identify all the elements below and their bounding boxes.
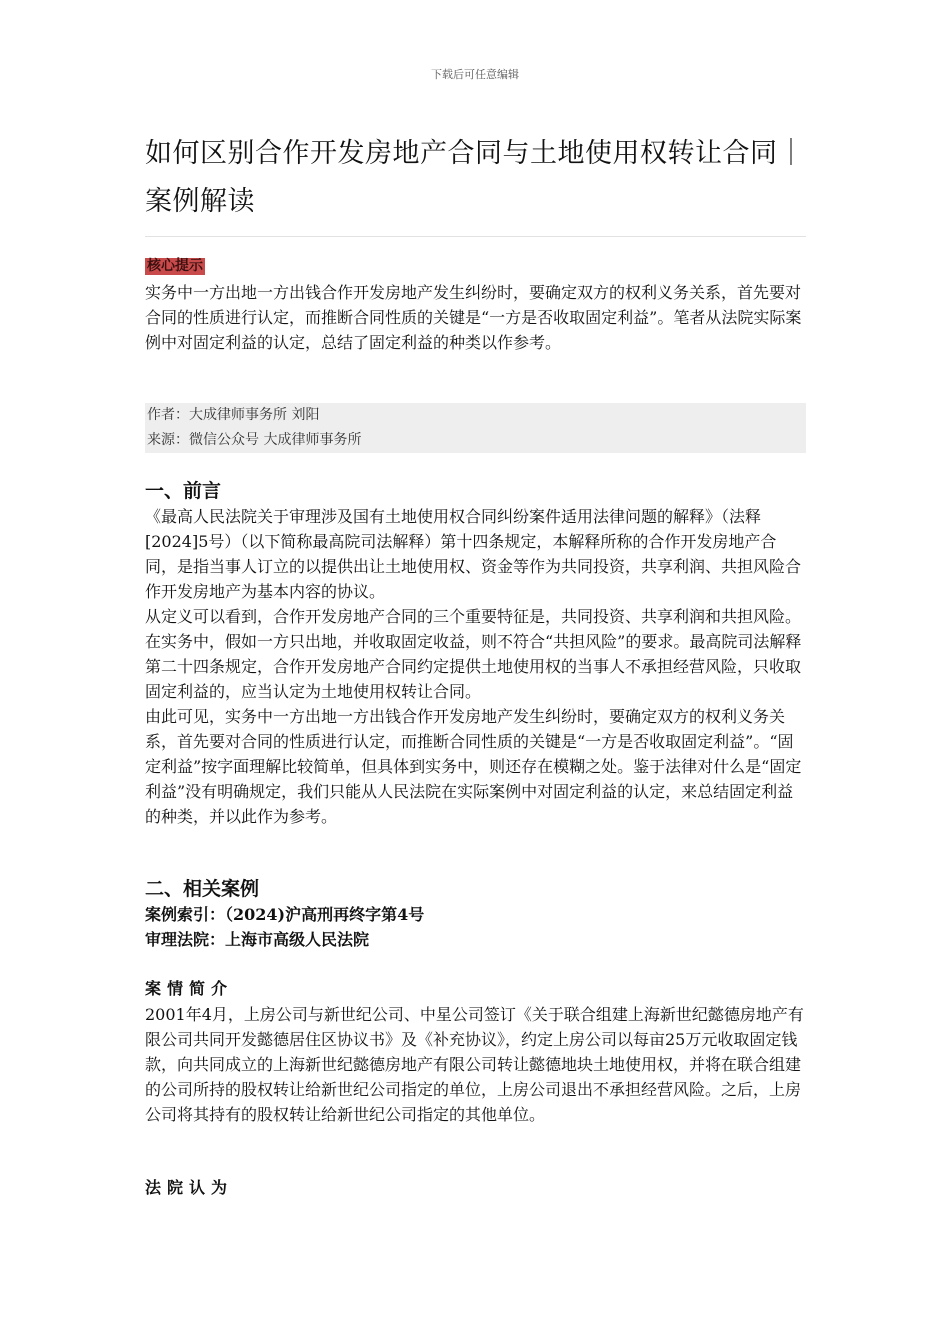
section2-heading: 二、相关案例 <box>145 878 260 900</box>
section1-paragraph-1: 《最高人民法院关于审理涉及国有土地使用权合同纠纷案件适用法律问题的解释》（法释[2024]5号）（以下简称最高院司法解释）第十四条规定，本解释所称的合作开发房地产合同，是指当事人订立的以提供出让土地使用权、资金等作为共同投资，共享利润、共担风险合作开发房地产为基本内容的协议。 <box>145 507 802 601</box>
source-box <box>145 403 806 453</box>
facts-text: 2001年4月，上房公司与新世纪公司、中星公司签订《关于联合组建上海新世纪懿德房地产有限公司共同开发懿德居住区协议书》及《补充协议》，约定上房公司以每亩25万元收取固定钱款，向共同成立的上海新世纪懿德房地产有限公司转让懿德地块土地使用权，并将在联合组建的公司所持的股权转让给新世纪公司指定的单位，上房公司退出不承担经营风险。之后，上房公司将其持有的股权转让给新世纪公司指定的其他单位。 <box>145 1005 804 1124</box>
origin-line: 来源：微信公众号 大成律师事务所 <box>147 432 362 448</box>
section1-paragraph-3: 由此可见，实务中一方出地一方出钱合作开发房地产发生纠纷时，要确定双方的权利义务关系，首先要对合同的性质进行认定，而推断合同性质的关键是“一方是否收取固定利益”。“固定利益”按字面理解比较简单，但具体到实务中，则还存在模糊之处。鉴于法律对什么是“固定利益”没有明确规定，我们只能从人民法院在实际案例中对固定利益的认定，来总结固定利益的种类，并以此作为参考。 <box>145 707 802 826</box>
court-opinion-heading: 法院认为 <box>145 1178 234 1197</box>
facts-heading: 案情简介 <box>145 979 234 998</box>
page-title: 如何区别合作开发房地产合同与土地使用权转让合同｜案例解读 <box>145 138 805 217</box>
author-line: 作者：大成律师事务所 刘阳 <box>147 407 320 423</box>
core-tip-label: 核心提示 <box>147 258 203 274</box>
header-note: 下载后可任意编辑 <box>431 68 519 81</box>
case-index: 案例索引：（2024)沪高刑再终字第4号 <box>145 905 425 924</box>
core-tip-text: 实务中一方出地一方出钱合作开发房地产发生纠纷时，要确定双方的权利义务关系，首先要对合同的性质进行认定，而推断合同性质的关键是“一方是否收取固定利益”。笔者从法院实际案例中对固定利益的认定，总结了固定利益的种类以作参考。 <box>145 283 802 352</box>
section1-paragraph-2: 从定义可以看到，合作开发房地产合同的三个重要特征是，共同投资、共享利润和共担风险。在实务中，假如一方只出地，并收取固定收益，则不符合“共担风险”的要求。最高院司法解释第二十四条规定，合作开发房地产合同约定提供土地使用权的当事人不承担经营风险，只收取固定利益的，应当认定为土地使用权转让合同。 <box>145 607 802 701</box>
section1-body <box>145 504 805 829</box>
section1-heading: 一、前言 <box>145 480 222 502</box>
title-divider <box>145 236 806 237</box>
trial-court: 审理法院：上海市高级人民法院 <box>145 930 370 949</box>
